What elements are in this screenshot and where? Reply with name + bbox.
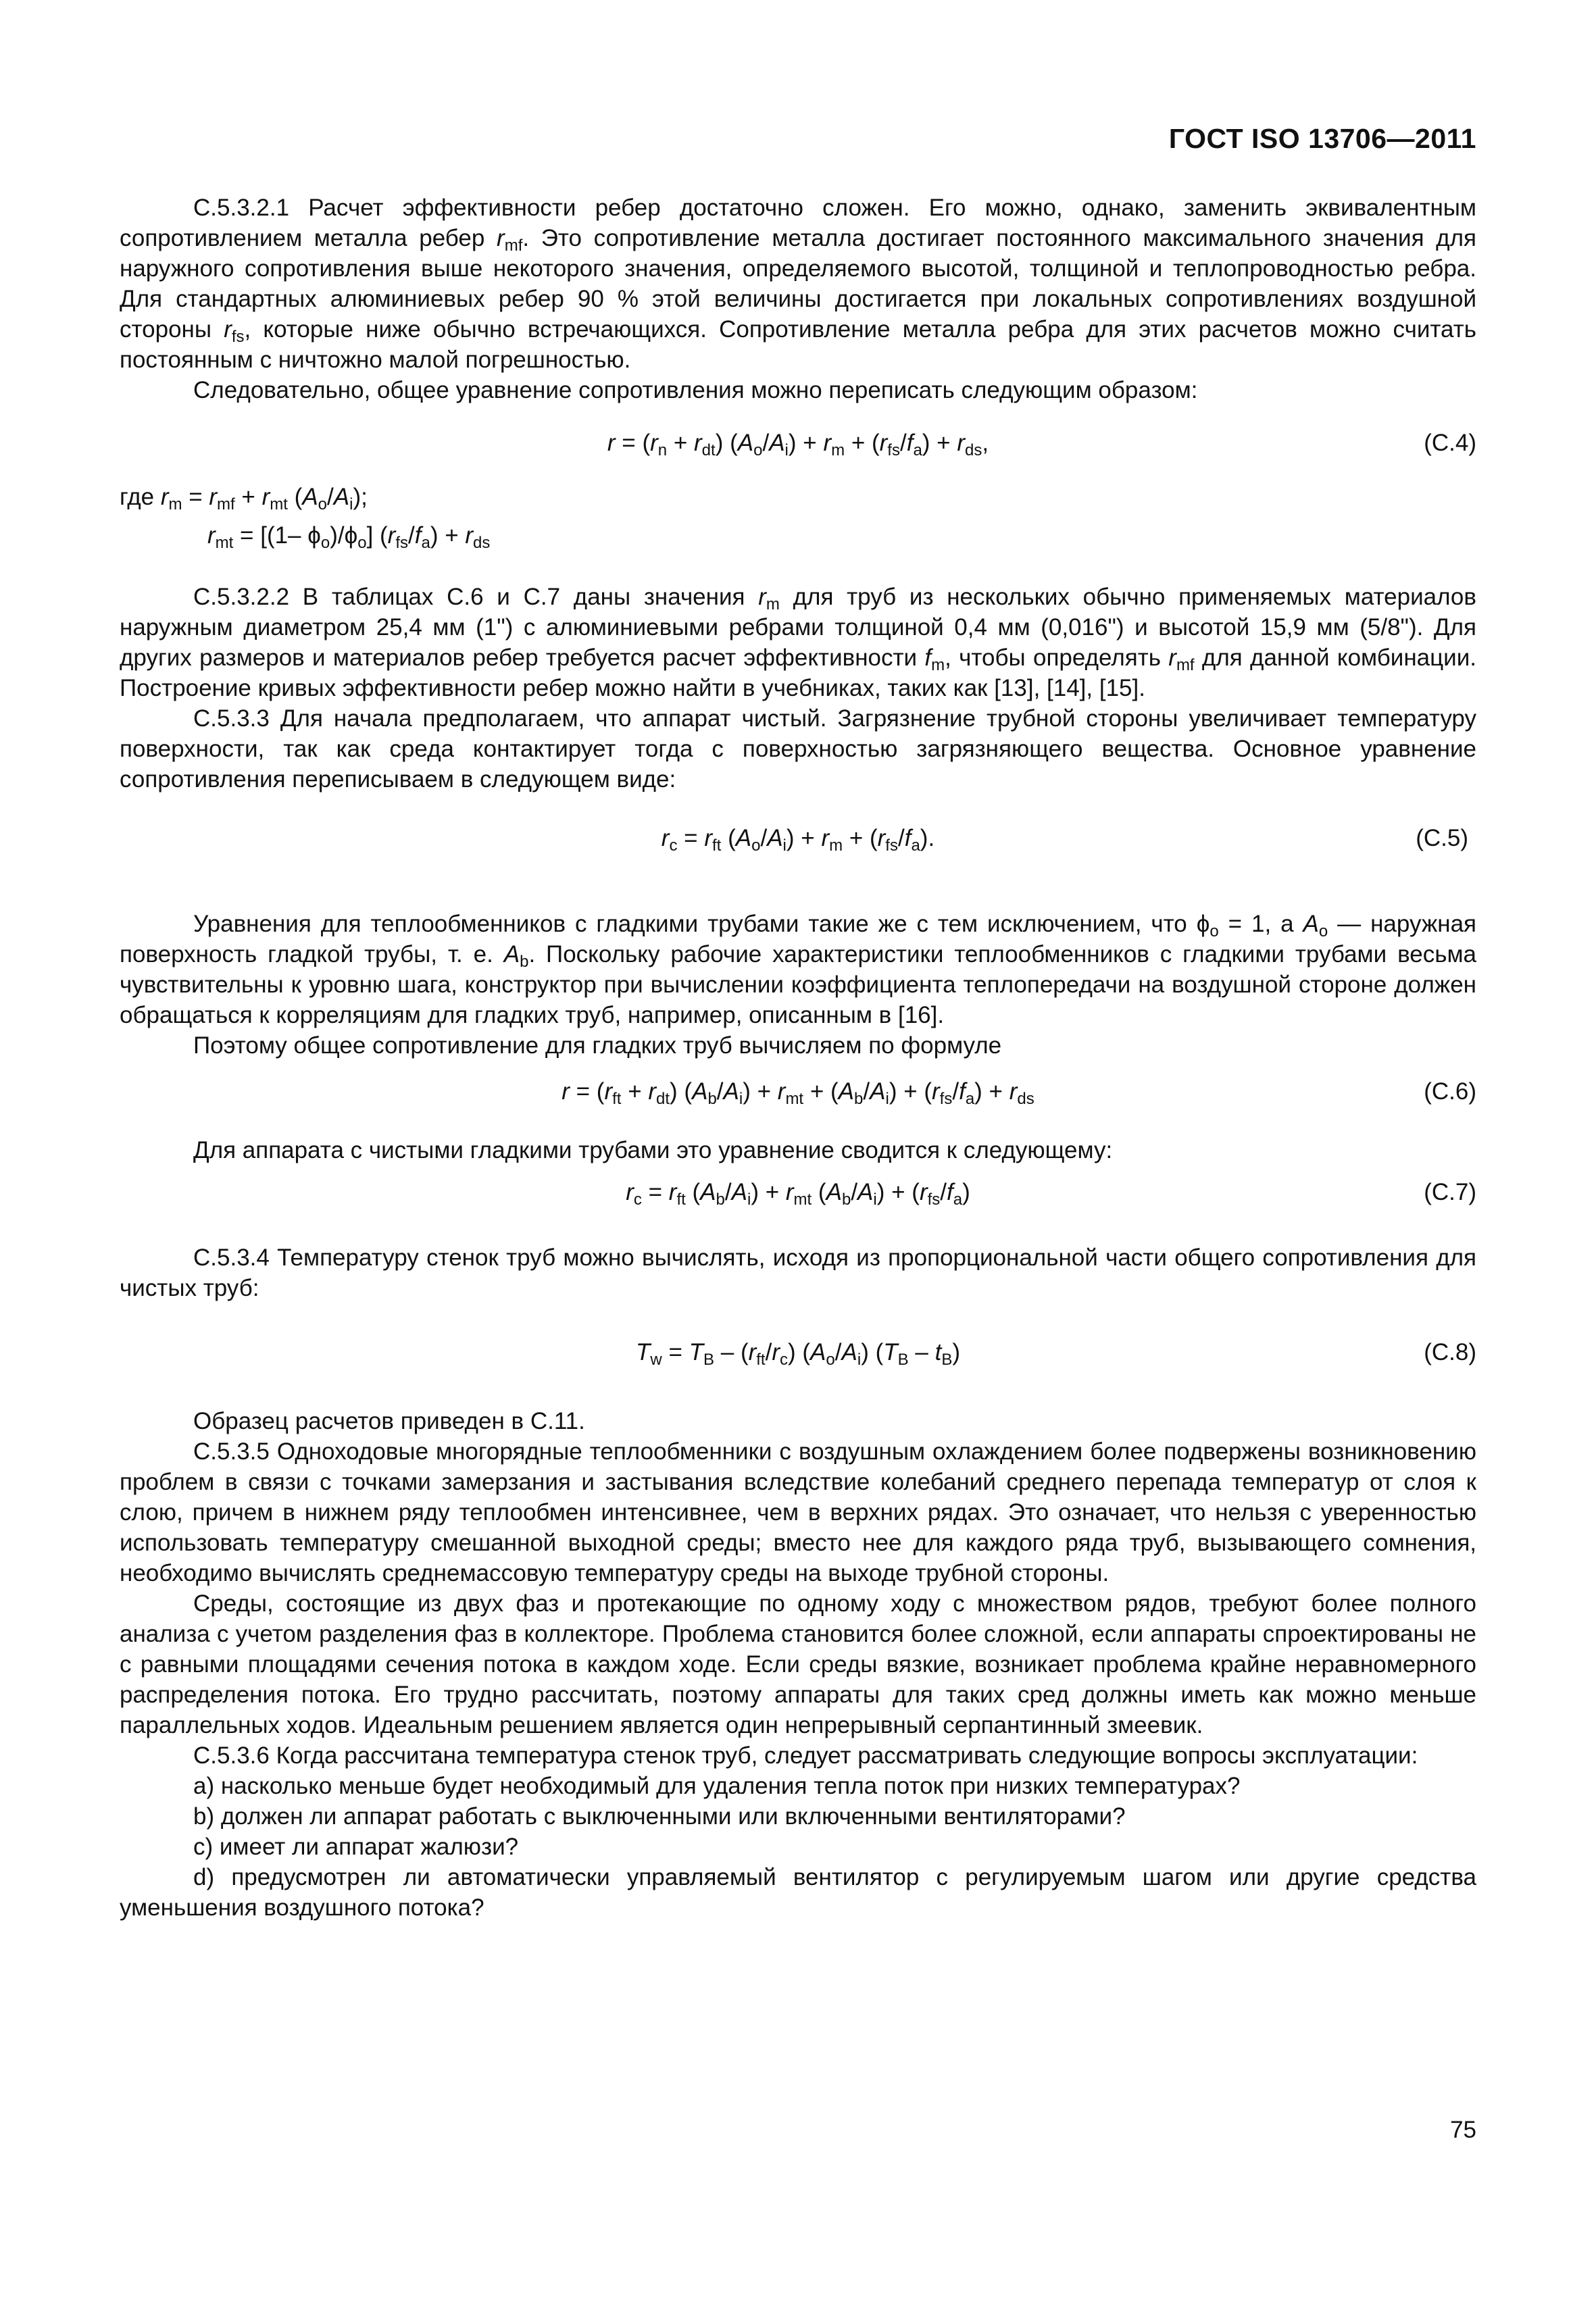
equation-c5: $r_c = r_{ft}$ $(A_o/A_i) + r_m + (r_{fs}/f_a)$. (С.5) [120, 823, 1476, 853]
page-body [120, 193, 1476, 1923]
paragraph-c533: С.5.3.3 Для начала предполагаем, что аппарат чистый. Загрязнение трубной стороны увеличивает температуру поверхности, так как среда контактирует тогда с поверхностью загрязняющего вещества. Основное уравнение сопротивления переписываем в следующем виде: [120, 705, 1476, 793]
page-number: 75 [1450, 2117, 1476, 2143]
list-item: b) должен ли аппарат работать с выключенными или включенными вентиляторами? [193, 1803, 1126, 1830]
paragraph-intro-eq-c6: Поэтому общее сопротивление для гладких труб вычисляем по формуле [193, 1032, 1002, 1059]
paragraph-intro-eq-c4: Следовательно, общее уравнение сопротивления можно переписать следующим образом: [193, 377, 1198, 403]
paragraph-intro-eq-c7: Для аппарата с чистыми гладкими трубами это уравнение сводится к следующему: [193, 1137, 1113, 1163]
paragraph-c536: С.5.3.6 Когда рассчитана температура стенок труб, следует рассматривать следующие вопросы эксплуатации: [193, 1742, 1418, 1769]
equation-c8: $T_w = T_B - (r_{ft}/r_c)$ $(A_o/A_i)$ $(T_B - t_B)$ (С.8) [120, 1337, 1476, 1367]
paragraph-smooth-tubes: Уравнения для теплообменников с гладкими трубами такие же с тем исключением, что $\phi_o = 1$, а $A_o$ — наружная поверхность гладкой трубы, т. е. $A_b$. Поскольку рабочие характеристики теплообменников с гладкими трубами весьма чувствительны к уровню шага, конструктор при вычислении коэффициента теплопередачи на воздушной стороне должен обращаться к корреляциям для гладких труб, например, описанным в [16]. [120, 911, 1477, 1028]
paragraph-c5321: С.5.3.2.1 Расчет эффективности ребер достаточно сложен. Его можно, однако, заменить эквивалентным сопротивлением металла ребер $r_{mf}$. Это сопротивление металла достигает постоянного максимального значения для наружного сопротивления выше некоторого значения, определяемого высотой, толщиной и теплопроводностью ребра. Для стандартных алюминиевых ребер 90 % этой величины достигается при локальных сопротивлениях воздушной стороны $r_{fs}$, которые ниже обычно встречающихся. Сопротивление металла ребра для этих расчетов можно считать постоянным с ничтожно малой погрешностью. [120, 195, 1476, 373]
equation-c7: $r_c = r_{ft}$ $(A_b/A_i) + r_{mt}$ $(A_b/A_i) + (r_{fs}/f_a)$ (С.7) [120, 1177, 1476, 1207]
list-item: d) предусмотрен ли автоматически управляемый вентилятор с регулируемым шагом или другие средства уменьшения воздушного потока? [120, 1864, 1476, 1921]
equation-number: (С.7) [1424, 1179, 1476, 1205]
equation-number: (С.5) [1416, 825, 1468, 851]
paragraph-c534: С.5.3.4 Температуру стенок труб можно вычислять, исходя из пропорциональной части общего сопротивления для чистых труб: [120, 1244, 1476, 1301]
where-definitions: где $r_m = r_{mf} + r_{mt}$ $(A_o/A_i)$; [120, 484, 368, 513]
paragraph-c535: С.5.3.5 Одноходовые многорядные теплообменники с воздушным охлаждением более подвержены возникновению проблем в связи с точками замерзания и застывания вследствие колебаний среднего перепада температур от слоя к слою, причем в нижнем ряду теплообмен интенсивнее, чем в верхних рядах. Это означает, что нельзя с уверенностью использовать температуру смешанной выходной среды; вместо нее для каждого ряда труб, вызывающего сомнения, необходимо вычислять среднемассовую температуру среды на выходе трубной стороны. [120, 1438, 1476, 1586]
paragraph-example-ref: Образец расчетов приведен в С.11. [193, 1408, 585, 1434]
document-header: ГОСТ ISO 13706—2011 [1168, 123, 1476, 154]
list-item: с) имеет ли аппарат жалюзи? [193, 1834, 519, 1860]
equation-number: (С.8) [1424, 1339, 1476, 1365]
equation-number: (С.4) [1424, 430, 1476, 456]
paragraph-two-phase: Среды, состоящие из двух фаз и протекающие по одному ходу с множеством рядов, требуют более полного анализа с учетом разделения фаз в коллекторе. Проблема становится более сложной, если аппараты спроектированы не с равными площадями сечения потока в каждом ходе. Если среды вязкие, возникает проблема крайне неравномерного распределения потока. Его трудно рассчитать, поэтому аппараты для таких сред должны иметь как можно меньше параллельных ходов. Идеальным решением является один непрерывный серпантинный змеевик. [120, 1590, 1476, 1738]
operation-questions-list [120, 1771, 1476, 1923]
list-item: а) насколько меньше будет необходимый для удаления тепла поток при низких температурах? [193, 1773, 1241, 1799]
equation-c6: $r = (r_{ft} + r_{dt}) (A_b/A_i) + r_{mt} + (A_b/A_i) + (r_{fs}/f_a) + r_{ds}$ (С.6) [120, 1076, 1476, 1107]
where-definition-rmt: $r_{mt} = [(1-$ $\phi_o)/\phi_o$] $(r_{fs}/f_a) + r_{ds}$ [207, 522, 491, 552]
equation-c4: $r = (r_n + r_{dt}) (A_o/A_i) + r_m + (r_{fs}/f_a) + r_{ds}$, (С.4) [120, 428, 1476, 458]
equation-number: (С.6) [1424, 1078, 1476, 1105]
paragraph-c5322: С.5.3.2.2 В таблицах С.6 и С.7 даны значения $r_m$ для труб из нескольких обычно применяемых материалов наружным диаметром 25,4 мм (1") с алюминиевыми ребрами толщиной 0,4 мм (0,016") и высотой 15,9 мм (5/8"). Для других размеров и материалов ребер требуется расчет эффективности $f_m$, чтобы определять $r_{mf}$ для данной комбинации. Построение кривых эффективности ребер можно найти в учебниках, таких как [13], [14], [15]. [120, 584, 1476, 701]
